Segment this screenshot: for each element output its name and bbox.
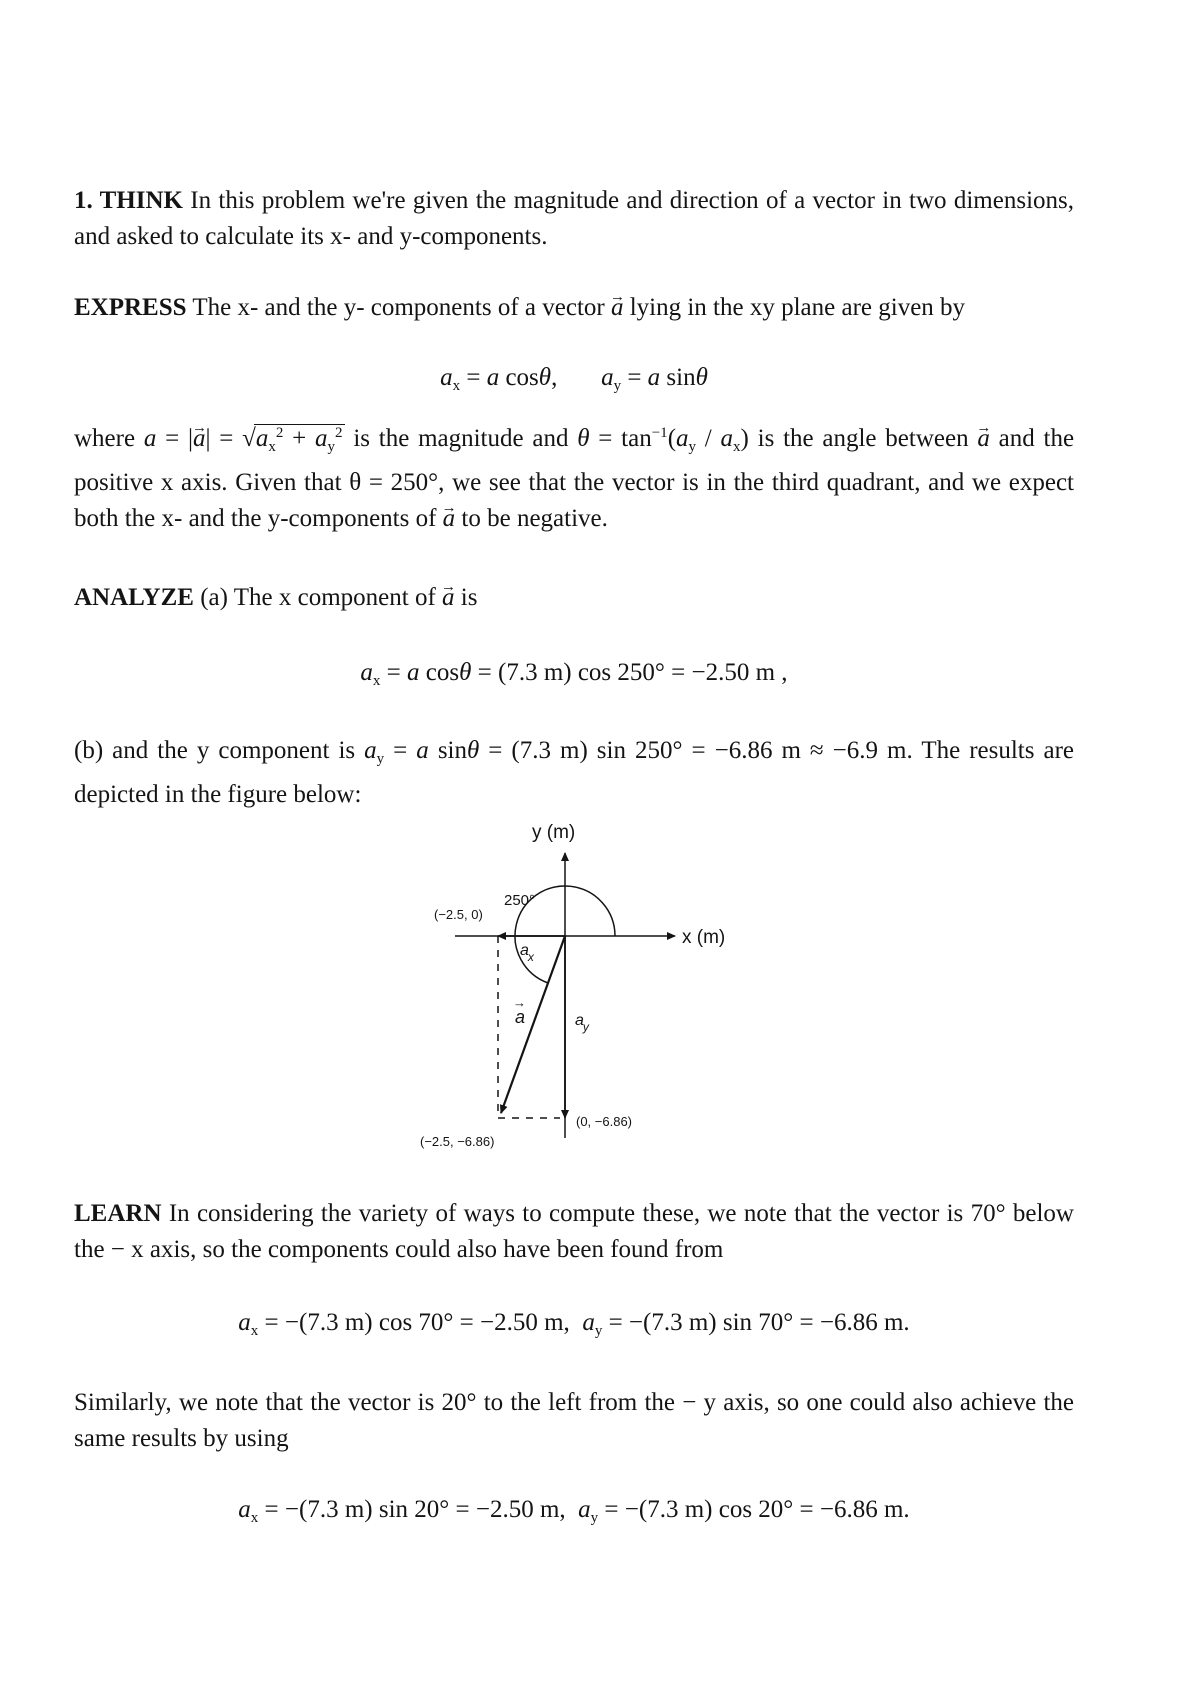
analyze-label: ANALYZE <box>74 584 194 611</box>
express-text: The x- and the y- components of a vector <box>192 294 605 321</box>
express-line2-end: to be negative. <box>461 505 608 532</box>
where-paragraph <box>74 415 1074 537</box>
part-b-start: (b) and the y component is <box>74 737 356 764</box>
learn-text: In considering the variety of ways to compute these, we note that the vector is 70° below the − x axis, so the components could also have been found from <box>74 1200 1074 1263</box>
part-b-end: The results are depicted in the figure below: <box>74 737 1074 808</box>
learn-paragraph-2 <box>74 1385 1074 1457</box>
learn-equation-2: $a_x = -(7.3$ m) sin 20° = −2.50 m, $a_y = -(7.3$ m) cos 20° = −6.86 m. <box>238 1496 910 1526</box>
where-mid: is the magnitude and <box>353 425 569 452</box>
learn-equation-1: $a_x = -(7.3$ m) cos 70° = −2.50 m, $a_y = -(7.3$ m) sin 70° = −6.86 m. <box>238 1309 910 1339</box>
x-axis-label: x (m) <box>682 927 726 948</box>
eq-ay: $a_y = a$ sinθ <box>601 364 708 394</box>
think-paragraph <box>74 183 1074 255</box>
ay-label: ay <box>575 1012 589 1034</box>
analyze-part-b <box>74 733 1074 813</box>
analyze-paragraph <box>74 580 1074 616</box>
vector-a-label: a <box>515 1007 526 1027</box>
express-text-end: lying in the xy plane are given by <box>629 294 966 321</box>
learn-text-2: Similarly, we note that the vector is 20° to the left from the − y axis, so one could also achieve the same results by using <box>74 1389 1074 1452</box>
part-b-equation: $a_y = a$ sinθ = (7.3 m) sin 250° = −6.86 m ≈ −6.9 m. <box>364 737 913 767</box>
analyze-part-a-end: is <box>460 584 478 611</box>
express-line2: and the positive x axis. Given that θ = 250°, we see that the vector is in the third quadrant, and we expect both the x- and the y-components of <box>74 425 1075 532</box>
vector-figure <box>400 810 780 1170</box>
y-axis-label: y (m) <box>532 822 576 843</box>
vector-diagram <box>400 810 780 1170</box>
point-tip-label: (−2.5, −6.86) <box>420 1134 495 1149</box>
where-start: where <box>74 425 136 452</box>
vector-a-symbol: a → <box>977 425 990 452</box>
vector-a-symbol: a → <box>443 505 456 532</box>
angle-formula: $\theta = \tan^{-1}(a_y / a_x)$ <box>577 425 749 455</box>
vector-a-label-arrow: → <box>513 995 526 1010</box>
magnitude-formula: a = |a →| = $√a_x^2 + a_y^2$ <box>144 425 345 452</box>
express-paragraph <box>74 290 1074 326</box>
vector-a-symbol: a → <box>442 584 455 611</box>
think-text: In this problem we're given the magnitude and direction of a vector in two dimensions, and asked to calculate its x- and y-components. <box>74 187 1075 250</box>
component-equations <box>74 360 1074 404</box>
point-ax-label: (−2.5, 0) <box>434 907 483 922</box>
point-ay-label: (0, −6.86) <box>576 1114 633 1129</box>
equation-ax: $a_x = a$ cosθ = (7.3 m) cos 250° = −2.50 m , <box>360 659 788 689</box>
learn-paragraph <box>74 1196 1074 1268</box>
analyze-part-a: (a) The x component of <box>200 584 436 611</box>
where-end: is the angle between <box>757 425 969 452</box>
vector-a-symbol: a → <box>611 294 624 321</box>
express-label: EXPRESS <box>74 294 187 321</box>
think-label: 1. THINK <box>74 187 183 214</box>
learn-label: LEARN <box>74 1200 162 1227</box>
eq-ax: $a_x = a$ cosθ, <box>440 364 558 394</box>
ax-label: ax <box>520 942 534 964</box>
angle-label: 250° <box>504 892 536 909</box>
